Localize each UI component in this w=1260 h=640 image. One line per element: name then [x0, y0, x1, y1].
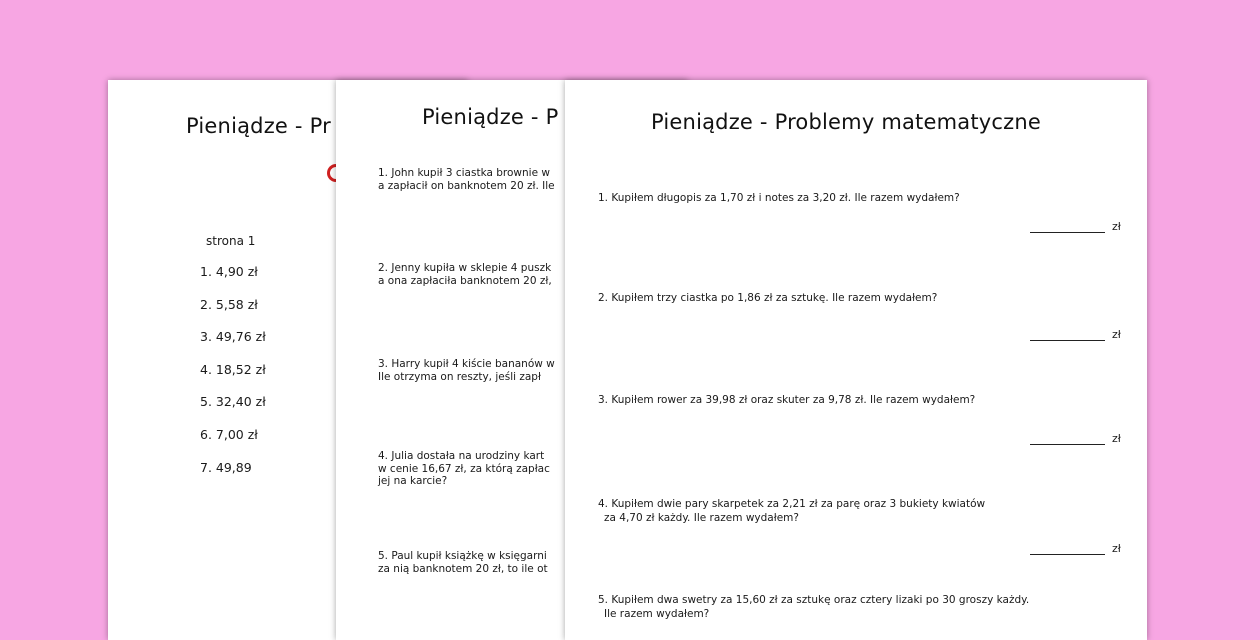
question-line: 2. Jenny kupiła w sklepie 4 puszk — [378, 262, 552, 274]
answer-list — [200, 264, 266, 492]
question-line: a ona zapłaciła banknotem 20 zł, — [378, 274, 552, 287]
currency-unit: zł — [1112, 328, 1121, 341]
question-line: 1. Kupiłem długopis za 1,70 zł i notes za 3,20 zł. Ile razem wydałem? — [598, 192, 960, 204]
answer-blank — [1030, 554, 1105, 555]
middle-worksheet-title: Pieniądze - P — [422, 105, 559, 129]
question-line: Ile razem wydałem? — [604, 608, 710, 620]
question-line: 3. Kupiłem rower za 39,98 zł oraz skuter za 9,78 zł. Ile razem wydałem? — [598, 394, 976, 406]
question-line: 3. Harry kupił 4 kiście bananów w — [378, 358, 555, 370]
answer-item: 7. 49,89 — [200, 459, 252, 475]
question-3 — [378, 358, 555, 383]
currency-unit: zł — [1112, 432, 1121, 445]
question-line: w cenie 16,67 zł, za którą zapłac — [378, 462, 550, 475]
question-4 — [378, 450, 550, 488]
currency-unit: zł — [1112, 542, 1121, 555]
question-line: 2. Kupiłem trzy ciastka po 1,86 zł za sztukę. Ile razem wydałem? — [598, 292, 938, 304]
question-1 — [598, 191, 960, 205]
question-5 — [598, 593, 1029, 621]
answer-item: 5. 32,40 zł — [200, 394, 266, 410]
currency-unit: zł — [1112, 220, 1121, 233]
question-4 — [598, 497, 985, 525]
question-line: za nią banknotem 20 zł, to ile ot — [378, 562, 548, 575]
question-2 — [378, 262, 552, 287]
answer-blank — [1030, 232, 1105, 233]
question-line: 1. John kupił 3 ciastka brownie w — [378, 167, 550, 179]
question-line: 5. Kupiłem dwa swetry za 15,60 zł za sztukę oraz cztery lizaki po 30 groszy każdy. — [598, 594, 1030, 606]
question-line: 5. Paul kupił książkę w księgarni — [378, 550, 547, 562]
answer-blank — [1030, 444, 1105, 445]
answer-item: 3. 49,76 zł — [200, 329, 266, 345]
question-5 — [378, 550, 548, 575]
answer-item: 1. 4,90 zł — [200, 264, 258, 279]
question-1 — [378, 167, 555, 192]
answer-key-title: Pieniądze - Pr — [186, 114, 331, 138]
question-3 — [598, 393, 975, 407]
front-worksheet — [565, 80, 1147, 640]
answer-item: 6. 7,00 zł — [200, 426, 258, 442]
question-line: a zapłacił on banknotem 20 zł. Ile — [378, 179, 555, 192]
question-line: 4. Kupiłem dwie pary skarpetek za 2,21 zł za parę oraz 3 bukiety kwiatów — [598, 498, 986, 510]
answer-item: 2. 5,58 zł — [200, 296, 258, 312]
question-line: za 4,70 zł każdy. Ile razem wydałem? — [604, 512, 799, 524]
question-line: Ile otrzyma on reszty, jeśli zapł — [378, 370, 541, 383]
answer-key-page-label: strona 1 — [206, 234, 256, 248]
question-2 — [598, 291, 937, 305]
front-worksheet-title: Pieniądze - Problemy matematyczne — [651, 110, 1041, 134]
question-line: jej na karcie? — [378, 475, 448, 487]
answer-blank — [1030, 340, 1105, 341]
question-line: 4. Julia dostała na urodziny kart — [378, 450, 545, 462]
answer-item: 4. 18,52 zł — [200, 361, 266, 377]
